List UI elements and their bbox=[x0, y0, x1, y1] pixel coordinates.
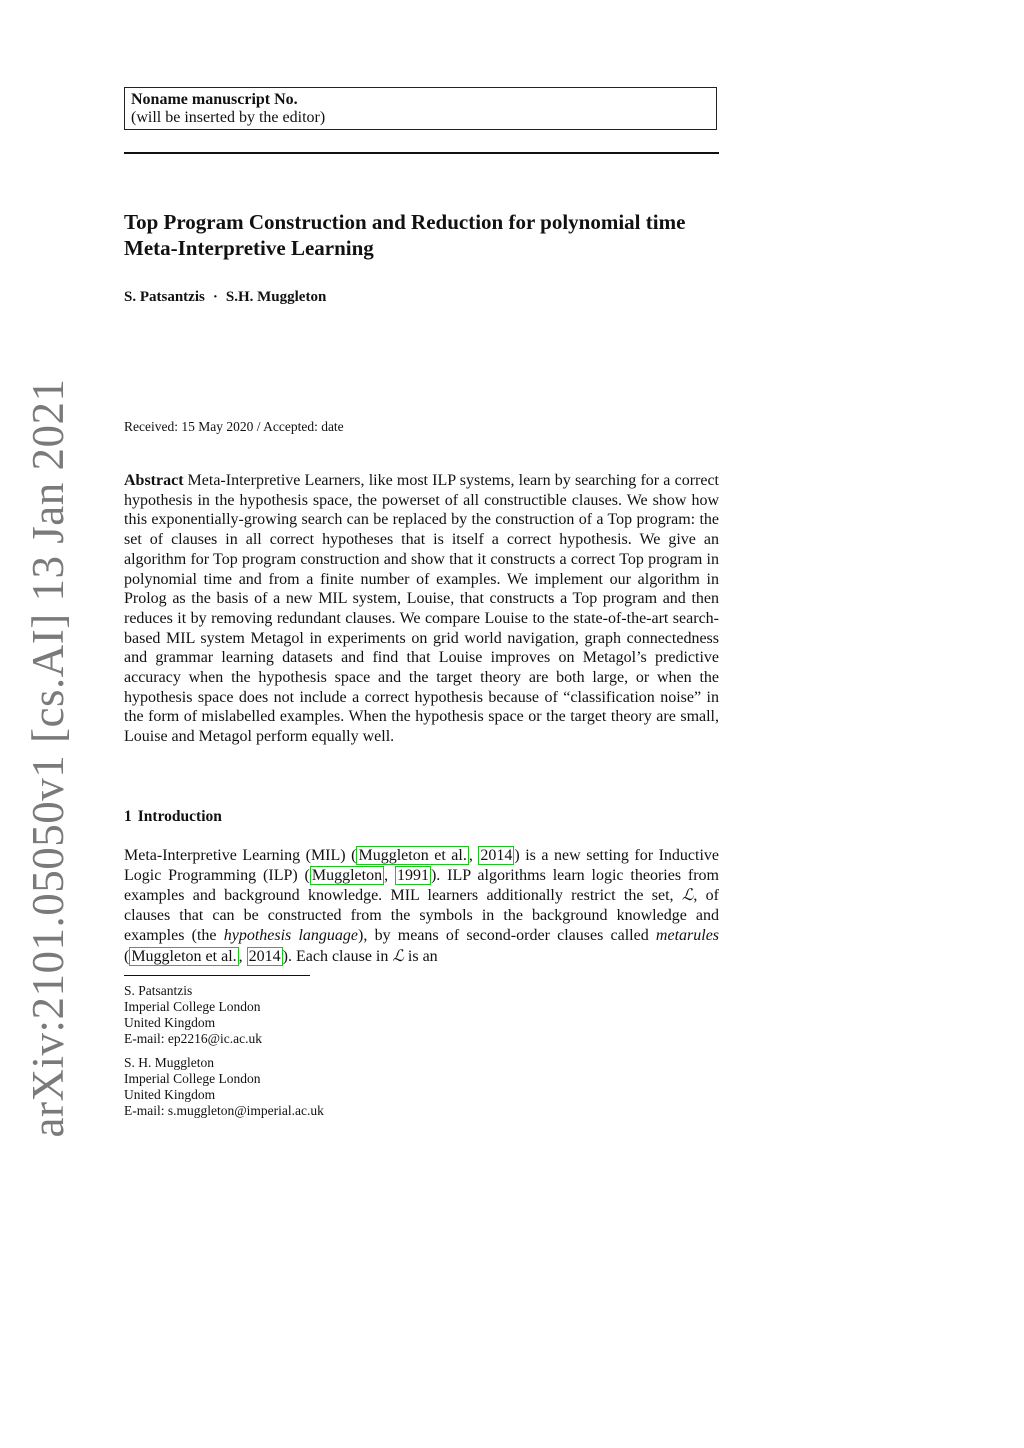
abstract-label: Abstract bbox=[124, 472, 184, 489]
author-list bbox=[124, 289, 719, 306]
manuscript-number-label: Noname manuscript No. bbox=[131, 91, 298, 108]
emphasis-term: metarules bbox=[655, 926, 720, 944]
body-text: ), by means of second-order clauses called bbox=[358, 926, 656, 944]
body-text: ). Each clause in bbox=[282, 947, 393, 965]
citation-link[interactable]: Muggleton et al. bbox=[358, 847, 467, 864]
body-text: ). ILP algorithms learn logic theories from examples and background knowledge. MIL learners additionally restrict the set, bbox=[124, 866, 719, 905]
received-date: Received: 15 May 2020 / Accepted: date bbox=[124, 419, 344, 434]
citation-year-link[interactable]: 1991 bbox=[396, 866, 429, 884]
intro-paragraph bbox=[124, 846, 719, 966]
affiliation-name: S. H. Muggleton bbox=[124, 1055, 215, 1070]
citation-link[interactable]: Muggleton et al. bbox=[131, 947, 237, 965]
body-text: , bbox=[384, 866, 395, 884]
affiliation-country: United Kingdom bbox=[124, 1087, 216, 1102]
section-heading bbox=[124, 808, 719, 826]
footnote-rule bbox=[124, 975, 310, 976]
affiliation-email[interactable]: E-mail: ep2216@ic.ac.uk bbox=[124, 1031, 263, 1046]
body-text: ( bbox=[124, 947, 130, 965]
affiliation-institution: Imperial College London bbox=[124, 999, 261, 1014]
body-text: , of clauses that can be constructed from the symbols in the background knowledge and examples (the bbox=[124, 887, 720, 944]
affiliation-block bbox=[124, 1055, 719, 1119]
affiliation-email[interactable]: E-mail: s.muggleton@imperial.ac.uk bbox=[124, 1103, 324, 1118]
body-text: Meta-Interpretive Learning (MIL) ( bbox=[124, 847, 357, 864]
hypothesis-language-symbol: ℒ bbox=[392, 945, 404, 965]
abstract bbox=[124, 471, 719, 747]
hypothesis-language-symbol: ℒ bbox=[681, 885, 694, 905]
paper-title: Top Program Construction and Reduction for polynomial time Meta-Interpretive Learning bbox=[124, 210, 686, 260]
section-title: Introduction bbox=[137, 808, 222, 825]
body-text: ) is a new setting for Inductive Logic Programming (ILP) ( bbox=[124, 847, 720, 884]
abstract-text: Meta-Interpretive Learners, like most ILP systems, learn by searching for a correct hypothesis in the hypothesis space, the powerset of all constructible clauses. We show how this exponentially-growing search can be replaced by the construction of a Top program: the set of clauses in all correct hypotheses that is itself a correct hypothesis. We give an algorithm for Top program construction and show that it constructs a correct Top program in polynomial time and from a finite number of examples. We implement our algorithm in Prolog as the basis of a new MIL system, Louise, that constructs a Top program and then reduces it by removing redundant clauses. We compare Louise to the state-of-the-art search-based MIL system Metagol in experiments on grid world navigation, graph connectedness and grammar learning datasets and find that Louise improves on Metagol’s predictive accuracy when the hypothesis space and the target theory are both large, or when the hypothesis space does not include a correct hypothesis because of “classification noise” in the form of mislabelled examples. When the hypothesis space or the target theory are small, Louise and Metagol perform equally well. bbox=[124, 472, 719, 746]
body-text: , bbox=[238, 947, 247, 965]
author-separator: · bbox=[212, 289, 218, 305]
affiliation-country: United Kingdom bbox=[124, 1015, 216, 1030]
editor-note: (will be inserted by the editor) bbox=[131, 109, 326, 126]
arxiv-side-stamp[interactable]: arXiv:2101.05050v1 [cs.AI] 13 Jan 2021 bbox=[23, 378, 73, 1138]
affiliation-block bbox=[124, 983, 719, 1047]
body-text: , bbox=[468, 847, 479, 864]
section-number: 1 bbox=[124, 808, 132, 825]
citation-year-link[interactable]: 2014 bbox=[480, 847, 513, 864]
citation-link[interactable]: Muggleton bbox=[311, 866, 383, 884]
emphasis-term: hypothesis language bbox=[223, 926, 359, 944]
author-name: S. Patsantzis bbox=[124, 289, 205, 305]
author-name: S.H. Muggleton bbox=[225, 289, 327, 305]
body-text: is an bbox=[403, 947, 438, 965]
affiliation-institution: Imperial College London bbox=[124, 1071, 261, 1086]
citation-year-link[interactable]: 2014 bbox=[248, 947, 281, 965]
manuscript-box bbox=[124, 87, 717, 130]
header-rule bbox=[124, 152, 719, 154]
affiliation-name: S. Patsantzis bbox=[124, 983, 193, 998]
